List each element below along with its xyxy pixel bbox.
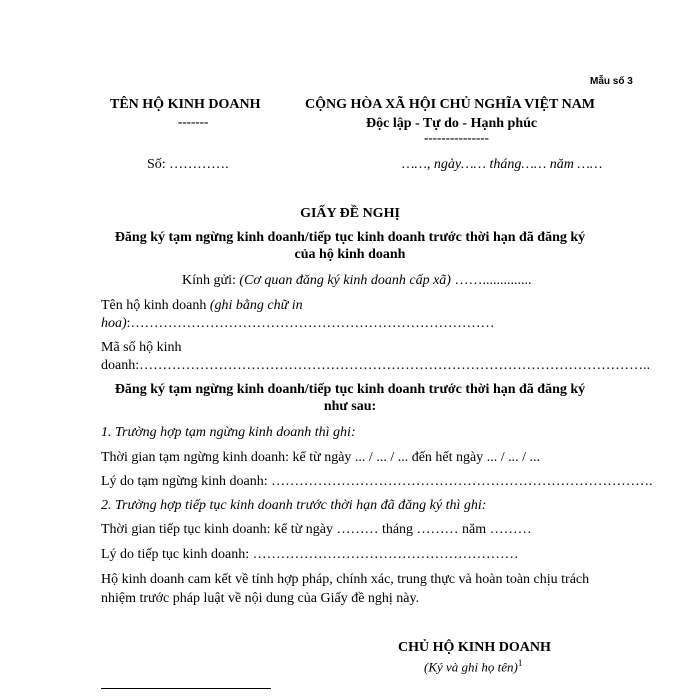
commitment-line2: nhiệm trước pháp luật về nội dung của Giấy đề nghị này. [101,591,420,606]
footnote-mark: 1 [517,658,523,668]
case2-heading: 2. Trường hợp tiếp tục kinh doanh trước thời hạn đã đăng ký thì ghi: [101,498,487,513]
document-number: Số: …………. [147,157,229,172]
business-name-heading: TÊN HỘ KINH DOANH [110,97,261,112]
section-title-line1: Đăng ký tạm ngừng kinh doanh/tiếp tục kinh doanh trước thời hạn đã đăng ký [114,382,586,397]
recipient-line [182,273,531,289]
document-title: GIẤY ĐỀ NGHỊ [300,206,400,221]
signature-note [424,658,522,675]
case1-time-line: Thời gian tạm ngừng kinh doanh: kể từ ngày ... / ... / ... đến hết ngày ... / ... / ... [101,450,541,465]
national-motto: Độc lập - Tự do - Hạnh phúc [366,116,538,131]
case1-heading: 1. Trường hợp tạm ngừng kinh doanh thì ghi: [101,425,356,440]
case1-reason-line: Lý do tạm ngừng kinh doanh: ………………………………………………………………………. [101,474,653,489]
section-title-line2: như sau: [323,399,377,414]
case2-reason-line: Lý do tiếp tục kinh doanh: ………………………………………………… [101,547,519,562]
header-right-dash: --------------- [424,130,489,145]
signature-title: CHỦ HỘ KINH DOANH [398,640,551,655]
footnote-separator [101,688,271,689]
commitment-line1: Hộ kinh doanh cam kết về tính hợp pháp, chính xác, trung thực và hoàn toàn chịu trách [101,572,590,587]
business-name-field [101,316,495,332]
national-title: CỘNG HÒA XÃ HỘI CHỦ NGHĨA VIỆT NAM [305,97,596,112]
business-code-label: Mã số hộ kinh [101,340,182,355]
business-name-hint: (ghi bằng chữ in [209,298,303,313]
business-name-label-line [101,298,303,314]
date-line: ……, ngày…… tháng…… năm …… [402,157,603,172]
form-number: Mẫu số 3 [590,76,633,87]
document-subtitle-line2: của hộ kinh doanh [294,247,406,262]
business-name-hint-cont: hoa) [101,316,127,331]
recipient-dots: …….............. [450,273,532,288]
case2-time-line: Thời gian tiếp tục kinh doanh: kể từ ngày ……… tháng ……… năm ……… [101,522,532,537]
business-name-label: Tên hộ kinh doanh [101,298,210,313]
business-code-field [101,358,650,374]
business-code-dots: ……………………………………………………………………………………………….. [139,358,651,373]
recipient-label: Kính gửi: [182,273,240,288]
document-subtitle-line1: Đăng ký tạm ngừng kinh doanh/tiếp tục kinh doanh trước thời hạn đã đăng ký [114,230,586,245]
business-name-dots: :…………………………………………………………………… [126,316,495,331]
signature-note-text: (Ký và ghi họ tên) [424,659,518,675]
recipient-value: (Cơ quan đăng ký kinh doanh cấp xã) [239,273,451,288]
business-code-label-cont: doanh: [101,358,140,373]
header-left-dash: ------- [178,114,209,129]
